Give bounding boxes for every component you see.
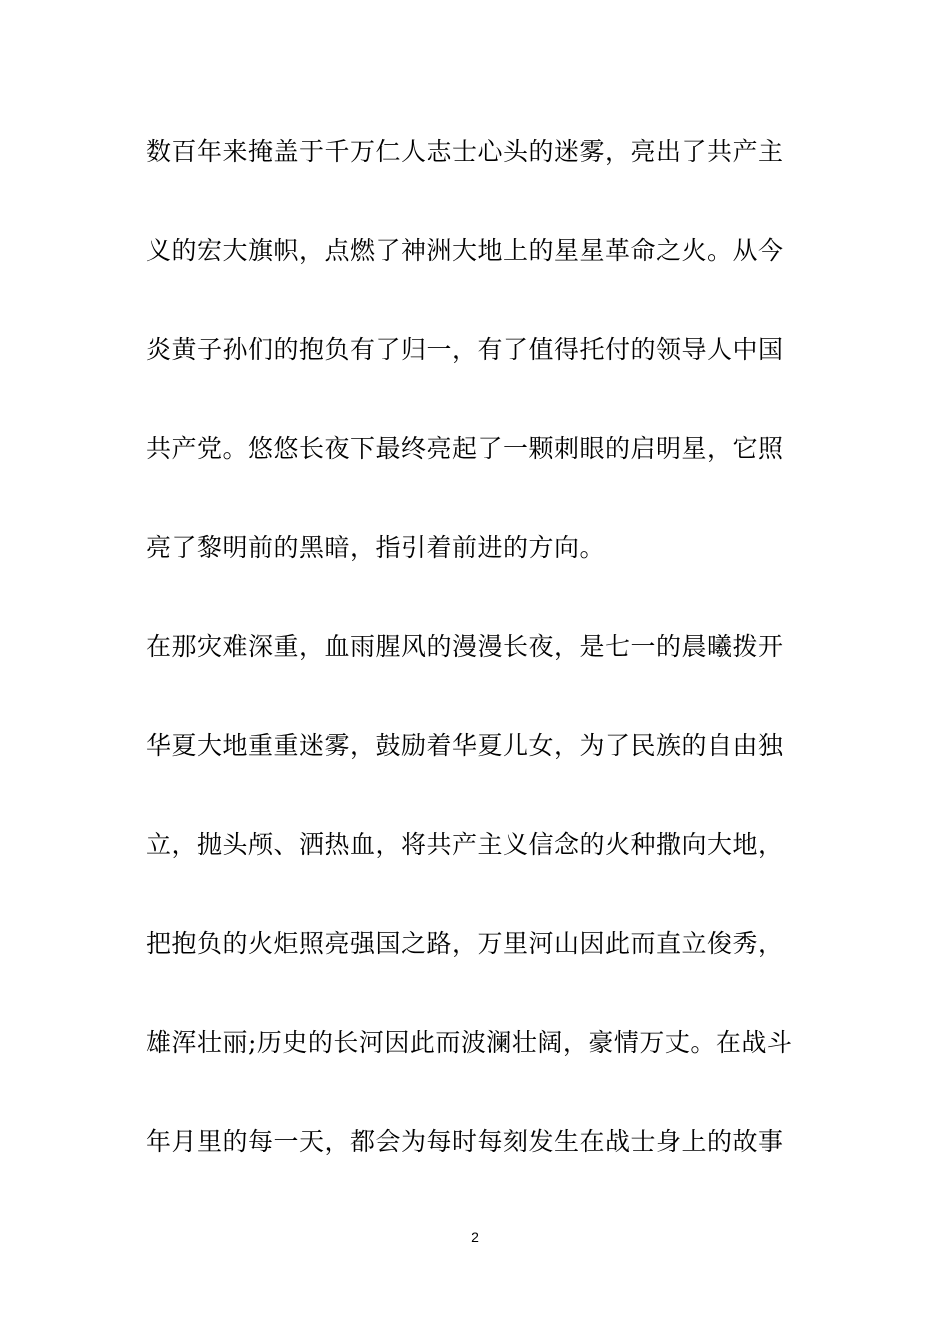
text-line: 立，抛头颅、洒热血，将共产主义信念的火种撒向大地， (146, 830, 784, 859)
text-line: 炎黄子孙们的抱负有了归一，有了值得托付的领导人中国 (146, 335, 784, 364)
text-line: 共产党。悠悠长夜下最终亮起了一颗刺眼的启明星，它照 (146, 434, 784, 463)
text-line: 华夏大地重重迷雾，鼓励着华夏儿女，为了民族的自由独 (146, 731, 784, 760)
text-line: 亮了黎明前的黑暗，指引着前进的方向。 (146, 533, 606, 562)
page-number: 2 (471, 1229, 479, 1245)
text-line: 数百年来掩盖于千万仁人志士心头的迷雾，亮出了共产主 (146, 137, 784, 166)
text-line: 把抱负的火炬照亮强国之路，万里河山因此而直立俊秀， (146, 929, 784, 958)
text-line: 在那灾难深重，血雨腥风的漫漫长夜，是七一的晨曦拨开 (146, 632, 784, 661)
text-line: 年月里的每一天，都会为每时每刻发生在战士身上的故事 (146, 1127, 784, 1156)
text-line: 雄浑壮丽;历史的长河因此而波澜壮阔，豪情万丈。在战斗 (146, 1028, 793, 1057)
text-line: 义的宏大旗帜，点燃了神洲大地上的星星革命之火。从今 (146, 236, 784, 265)
